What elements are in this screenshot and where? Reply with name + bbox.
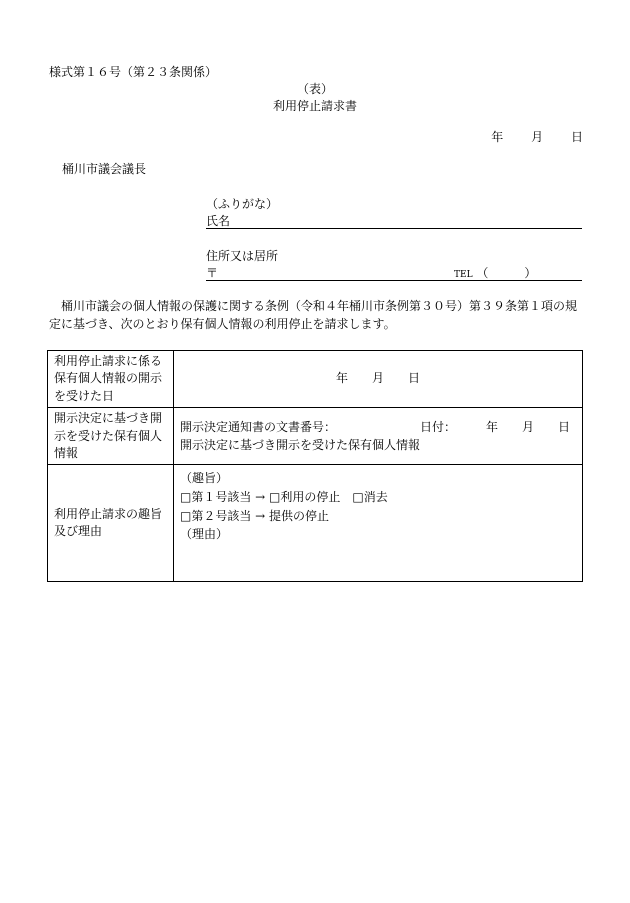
address-field[interactable] [206,264,582,281]
disclosed-info-text: 開示決定に基づき開示を受けた保有個人情報 [180,437,421,452]
date-line [491,128,583,146]
table-row [48,351,583,408]
disclosed-info-field[interactable] [174,408,583,465]
option-1[interactable]: □第１号該当 → □利用の停止 □消去 [180,489,388,504]
date-day: 日 [570,130,583,144]
disclosure-date-field[interactable]: 年 月 日 [174,351,583,408]
doc-date-label: 日付： 年 月 日 [419,419,570,434]
reason-heading: （理由） [180,527,229,542]
date-month: 月 [531,130,544,144]
name-label: 氏名 [206,214,231,228]
document-title: 利用停止請求書 [272,99,357,113]
tel-field [454,264,536,283]
option-2[interactable]: □第２号該当 → 提供の停止 [180,508,330,523]
address-label: 住所又は居所 [206,249,279,263]
table-row [48,465,583,582]
purpose-reason-label: 利用停止請求の趣旨及び理由 [48,465,174,582]
purpose-reason-field[interactable] [174,465,583,582]
postal-mark: 〒 [206,266,219,280]
disclosure-date-label: 利用停止請求に係る保有個人情報の開示を受けた日 [48,351,174,408]
tel-parens: （ ） [476,266,537,280]
front-side-label: （表） [296,82,333,96]
table-row [48,408,583,465]
doc-number-label: 開示決定通知書の文書番号： [180,419,337,434]
name-field[interactable] [206,212,582,229]
purpose-heading: （趣旨） [180,471,229,486]
date-year: 年 [491,130,504,144]
furigana-label: （ふりがな） [206,197,279,211]
addressee: 桶川市議会議長 [62,162,147,176]
disclosed-info-label: 開示決定に基づき開示を受けた保有個人情報 [48,408,174,465]
tel-label: TEL [454,270,473,280]
request-statement: 桶川市議会の個人情報の保護に関する条例（令和４年桶川市条例第３０号）第３９条第１項の規定に基づき、次のとおり保有個人情報の利用停止を請求します。 [49,299,578,331]
request-table [47,350,583,582]
form-number: 様式第１６号（第２３条関係） [49,65,218,79]
